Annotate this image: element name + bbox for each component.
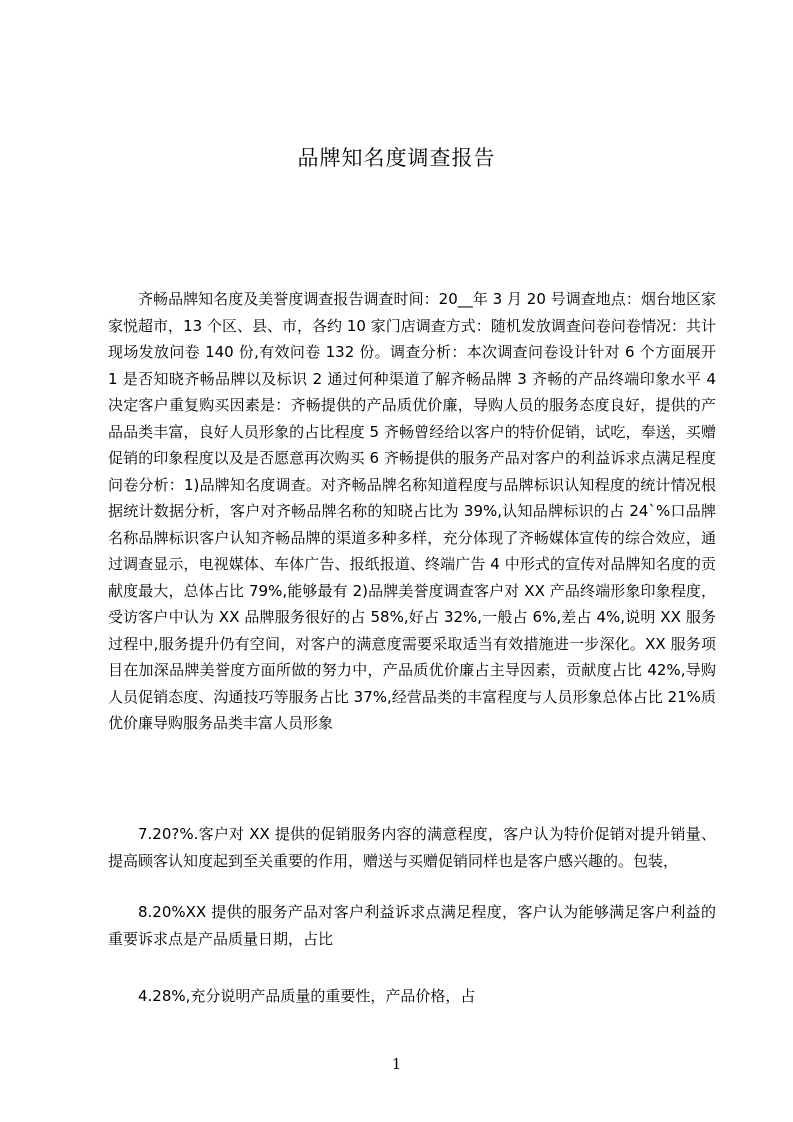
paragraph-customer-interest: 8.20%XX 提供的服务产品对客户利益诉求点满足程度，客户认为能够满足客户利益的重要诉求点是产品质量日期，占比 <box>108 903 716 948</box>
paragraph-product-quality: 4.28%,充分说明产品质量的重要性，产品价格，占 <box>138 987 476 1005</box>
paragraph-promotion-satisfaction: 7.20?%.客户对 XX 提供的促销服务内容的满意程度，客户认为特价促销对提升销量、提高顾客认知度起到至关重要的作用，赠送与买赠促销同样也是客户感兴趣的。包装， <box>108 825 716 870</box>
document-title: 品牌知名度调查报告 <box>297 146 496 170</box>
page-number: 1 <box>391 1055 402 1073</box>
paragraph-survey-summary: 齐畅品牌知名度及美誉度调查报告调查时间：20__年 3 月 20 号调查地点：烟台地区家家悦超市，13 个区、县、市，各约 10 家门店调查方式：随机发放调查问卷问卷情况：共计现场发放问卷 140 份,有效问卷 132 份。调查分析：本次调查问卷设计针对 6 个方面展开 1 是否知晓齐畅品牌以及标识 2 通过何种渠道了解齐畅品牌 3 齐畅的产品终端印象水平 4 决定客户重复购买因素是：齐畅提供的产品质优价廉，导购人员的服务态度良好，提供的产品品类丰富，良好人员形象的占比程度 5 齐畅曾经给以客户的特价促销，试吃，奉送，买赠促销的印象程度以及是否愿意再次购买 6 齐畅提供的服务产品对客户的利益诉求点满足程度问卷分析：1)品牌知名度调查。对齐畅品牌名称知道程度与品牌标识认知程度的统计情况根据统计数据分析，客户对齐畅品牌名称的知晓占比为 39%,认知品牌标识的占 24`%口品牌名称品牌标识客户认知齐畅品牌的渠道多种多样，充分体现了齐畅媒体宣传的综合效应，通过调查显示，电视媒体、车体广告、报纸报道、终端广告 4 中形式的宣传对品牌知名度的贡献度最大，总体占比 79%,能够最有 2)品牌美誉度调查客户对 XX 产品终端形象印象程度，受访客户中认为 XX 品牌服务很好的占 58%,好占 32%,一般占 6%,差占 4%,说明 XX 服务过程中,服务提升仍有空间，对客户的满意度需要采取适当有效措施进一步深化。XX 服务项目在加深品牌美誉度方面所做的努力中，产品质优价廉占主导因素，贡献度占比 42%,导购人员促销态度、沟通技巧等服务占比 37%,经营品类的丰富程度与人员形象总体占比 21%质优价廉导购服务品类丰富人员形象 <box>108 290 716 732</box>
